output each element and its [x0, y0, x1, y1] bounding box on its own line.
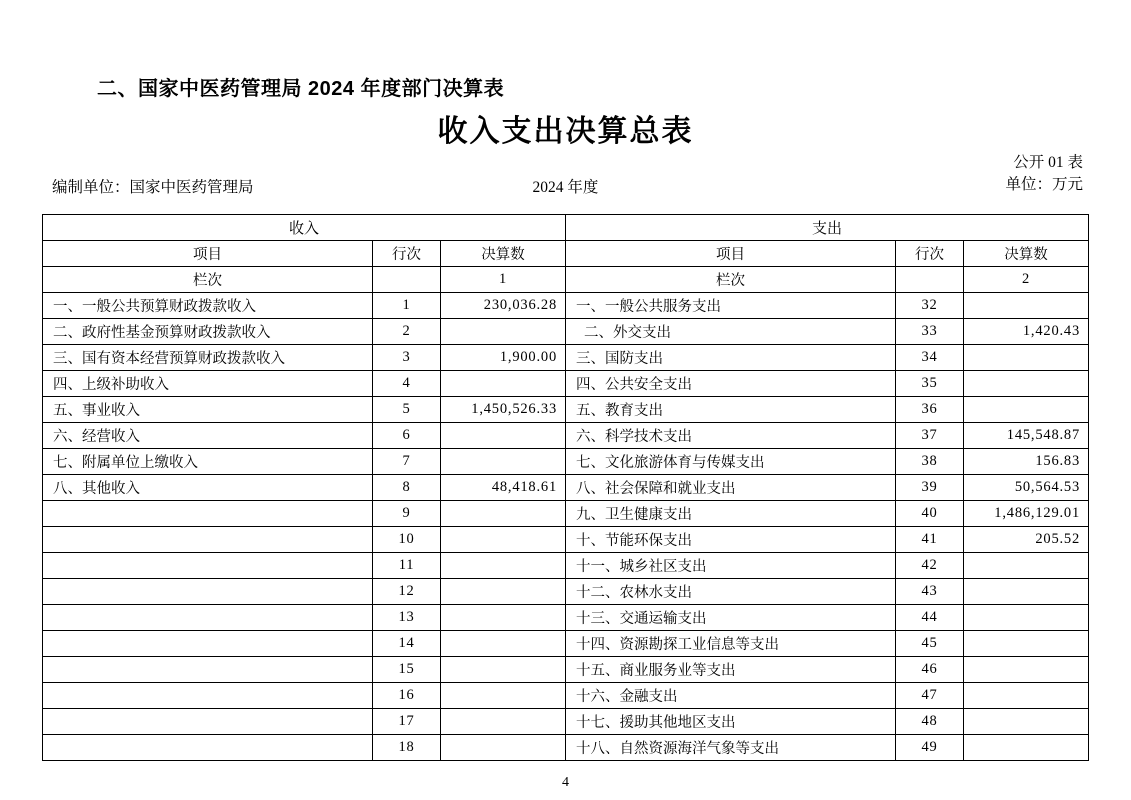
- table-column-header-row: [43, 241, 1089, 267]
- col-header-exp-amount: 决算数: [964, 241, 1089, 267]
- cell-exp-item: 十五、商业服务业等支出: [566, 657, 896, 683]
- cell-exp-item: 七、文化旅游体育与传媒支出: [566, 449, 896, 475]
- table-row: [43, 579, 1089, 605]
- col-header-exp-row-no: 行次: [896, 241, 964, 267]
- cell-exp-amount: [964, 683, 1089, 709]
- cell-income-item: 七、附属单位上缴收入: [43, 449, 373, 475]
- cell-exp-row-no: 48: [896, 709, 964, 735]
- cell-exp-row-no: 33: [896, 319, 964, 345]
- cell-income-amount: [441, 553, 566, 579]
- cell-income-item: [43, 709, 373, 735]
- cell-exp-row-no: 46: [896, 657, 964, 683]
- cell-income-amount: [441, 579, 566, 605]
- table-row: [43, 423, 1089, 449]
- cell-exp-row-no: 36: [896, 397, 964, 423]
- cell-exp-item: 九、卫生健康支出: [566, 501, 896, 527]
- cell-income-item: 三、国有资本经营预算财政拨款收入: [43, 345, 373, 371]
- cell-exp-amount: [964, 735, 1089, 761]
- cell-exp-row-no: 41: [896, 527, 964, 553]
- table-row: [43, 319, 1089, 345]
- page-number: 4: [562, 775, 569, 790]
- cell-income-item: 五、事业收入: [43, 397, 373, 423]
- cell-income-amount: [441, 683, 566, 709]
- cell-income-row-no: 11: [373, 553, 441, 579]
- cell-income-row-no: 3: [373, 345, 441, 371]
- cell-exp-amount: 205.52: [964, 527, 1089, 553]
- cell-income-item: [43, 657, 373, 683]
- cell-exp-item: 十、节能环保支出: [566, 527, 896, 553]
- table-row: [43, 683, 1089, 709]
- cell-exp-amount: [964, 345, 1089, 371]
- cell-exp-amount: [964, 605, 1089, 631]
- cell-income-item: 一、一般公共预算财政拨款收入: [43, 293, 373, 319]
- cell-exp-amount: [964, 397, 1089, 423]
- cell-exp-row-no: 38: [896, 449, 964, 475]
- cell-income-row-no: 16: [373, 683, 441, 709]
- cell-exp-item: 一、一般公共服务支出: [566, 293, 896, 319]
- table-row: [43, 709, 1089, 735]
- col-header-income-amount: 决算数: [441, 241, 566, 267]
- table-row: [43, 293, 1089, 319]
- cell-income-row-no: 1: [373, 293, 441, 319]
- cell-income-item: [43, 553, 373, 579]
- cell-income-row-no: 13: [373, 605, 441, 631]
- cell-income-amount: 1,450,526.33: [441, 397, 566, 423]
- cell-income-amount: 48,418.61: [441, 475, 566, 501]
- col-index-exp: 2: [964, 267, 1089, 293]
- cell-income-row-no: 15: [373, 657, 441, 683]
- cell-exp-row-no: 40: [896, 501, 964, 527]
- cell-exp-amount: [964, 657, 1089, 683]
- cell-income-row-no: 5: [373, 397, 441, 423]
- cell-income-amount: [441, 527, 566, 553]
- col-index-income: 1: [441, 267, 566, 293]
- col-label-income: 栏次: [43, 267, 373, 293]
- col-label-exp: 栏次: [566, 267, 896, 293]
- cell-income-row-no: 6: [373, 423, 441, 449]
- cell-income-amount: [441, 709, 566, 735]
- cell-exp-row-no: 42: [896, 553, 964, 579]
- cell-income-amount: [441, 319, 566, 345]
- cell-exp-amount: 1,486,129.01: [964, 501, 1089, 527]
- table-row: [43, 735, 1089, 761]
- unit-note: 单位：万元: [1005, 176, 1083, 193]
- cell-exp-row-no: 39: [896, 475, 964, 501]
- cell-exp-row-no: 45: [896, 631, 964, 657]
- table-row: [43, 501, 1089, 527]
- cell-exp-item: 四、公共安全支出: [566, 371, 896, 397]
- col-label-income-blank: [373, 267, 441, 293]
- cell-exp-amount: [964, 579, 1089, 605]
- cell-income-amount: [441, 631, 566, 657]
- cell-exp-item: 八、社会保障和就业支出: [566, 475, 896, 501]
- cell-exp-row-no: 47: [896, 683, 964, 709]
- table-row: [43, 527, 1089, 553]
- cell-exp-item: 十三、交通运输支出: [566, 605, 896, 631]
- col-header-income-row-no: 行次: [373, 241, 441, 267]
- fiscal-year: 2024 年度: [532, 179, 599, 196]
- cell-income-amount: [441, 605, 566, 631]
- cell-exp-item: 二、外交支出: [566, 319, 896, 345]
- cell-exp-row-no: 44: [896, 605, 964, 631]
- table-row: [43, 397, 1089, 423]
- page-title: 收入支出决算总表: [437, 115, 694, 148]
- col-header-exp-item: 项目: [566, 241, 896, 267]
- cell-income-amount: 1,900.00: [441, 345, 566, 371]
- cell-exp-amount: [964, 709, 1089, 735]
- cell-exp-amount: [964, 371, 1089, 397]
- cell-income-row-no: 2: [373, 319, 441, 345]
- table-row: [43, 475, 1089, 501]
- cell-exp-item: 三、国防支出: [566, 345, 896, 371]
- cell-income-item: 八、其他收入: [43, 475, 373, 501]
- cell-income-item: 二、政府性基金预算财政拨款收入: [43, 319, 373, 345]
- table-row: [43, 657, 1089, 683]
- cell-income-row-no: 12: [373, 579, 441, 605]
- col-header-income-item: 项目: [43, 241, 373, 267]
- table-column-number-row: [43, 267, 1089, 293]
- cell-exp-item: 十六、金融支出: [566, 683, 896, 709]
- cell-exp-row-no: 35: [896, 371, 964, 397]
- cell-exp-item: 五、教育支出: [566, 397, 896, 423]
- compiler-label: 编制单位：国家中医药管理局: [52, 179, 254, 196]
- cell-income-item: [43, 683, 373, 709]
- section-heading: 二、国家中医药管理局 2024 年度部门决算表: [97, 78, 505, 100]
- table-row: [43, 605, 1089, 631]
- cell-income-row-no: 18: [373, 735, 441, 761]
- cell-income-item: [43, 501, 373, 527]
- cell-exp-row-no: 32: [896, 293, 964, 319]
- cell-income-item: 四、上级补助收入: [43, 371, 373, 397]
- cell-exp-item: 十八、自然资源海洋气象等支出: [566, 735, 896, 761]
- form-code: 公开 01 表: [1013, 154, 1083, 171]
- table-row: [43, 345, 1089, 371]
- cell-exp-row-no: 34: [896, 345, 964, 371]
- cell-income-row-no: 17: [373, 709, 441, 735]
- cell-income-row-no: 8: [373, 475, 441, 501]
- cell-income-item: [43, 631, 373, 657]
- table-row: [43, 449, 1089, 475]
- cell-exp-amount: [964, 631, 1089, 657]
- cell-income-item: [43, 735, 373, 761]
- cell-exp-amount: 156.83: [964, 449, 1089, 475]
- cell-exp-amount: 1,420.43: [964, 319, 1089, 345]
- cell-exp-item: 十四、资源勘探工业信息等支出: [566, 631, 896, 657]
- cell-exp-amount: 145,548.87: [964, 423, 1089, 449]
- table-row: [43, 631, 1089, 657]
- cell-exp-item: 十七、援助其他地区支出: [566, 709, 896, 735]
- cell-income-row-no: 4: [373, 371, 441, 397]
- cell-exp-amount: [964, 553, 1089, 579]
- cell-income-amount: [441, 423, 566, 449]
- income-expenditure-table: [42, 214, 1089, 761]
- table-group-header-row: [43, 215, 1089, 241]
- cell-income-item: [43, 605, 373, 631]
- cell-income-amount: [441, 501, 566, 527]
- cell-income-amount: [441, 735, 566, 761]
- cell-exp-amount: 50,564.53: [964, 475, 1089, 501]
- cell-income-item: [43, 579, 373, 605]
- cell-exp-amount: [964, 293, 1089, 319]
- col-label-exp-blank: [896, 267, 964, 293]
- table-row: [43, 371, 1089, 397]
- cell-income-row-no: 10: [373, 527, 441, 553]
- cell-income-amount: [441, 657, 566, 683]
- cell-exp-row-no: 49: [896, 735, 964, 761]
- cell-exp-item: 六、科学技术支出: [566, 423, 896, 449]
- table-body: [43, 293, 1089, 761]
- cell-exp-item: 十二、农林水支出: [566, 579, 896, 605]
- table-row: [43, 553, 1089, 579]
- group-header-income: 收入: [43, 215, 566, 241]
- group-header-expenditure: 支出: [566, 215, 1089, 241]
- cell-exp-item: 十一、城乡社区支出: [566, 553, 896, 579]
- cell-income-row-no: 9: [373, 501, 441, 527]
- cell-income-amount: [441, 371, 566, 397]
- cell-income-item: [43, 527, 373, 553]
- cell-income-row-no: 7: [373, 449, 441, 475]
- cell-income-amount: [441, 449, 566, 475]
- cell-income-amount: 230,036.28: [441, 293, 566, 319]
- cell-income-item: 六、经营收入: [43, 423, 373, 449]
- cell-exp-row-no: 43: [896, 579, 964, 605]
- cell-income-row-no: 14: [373, 631, 441, 657]
- cell-exp-row-no: 37: [896, 423, 964, 449]
